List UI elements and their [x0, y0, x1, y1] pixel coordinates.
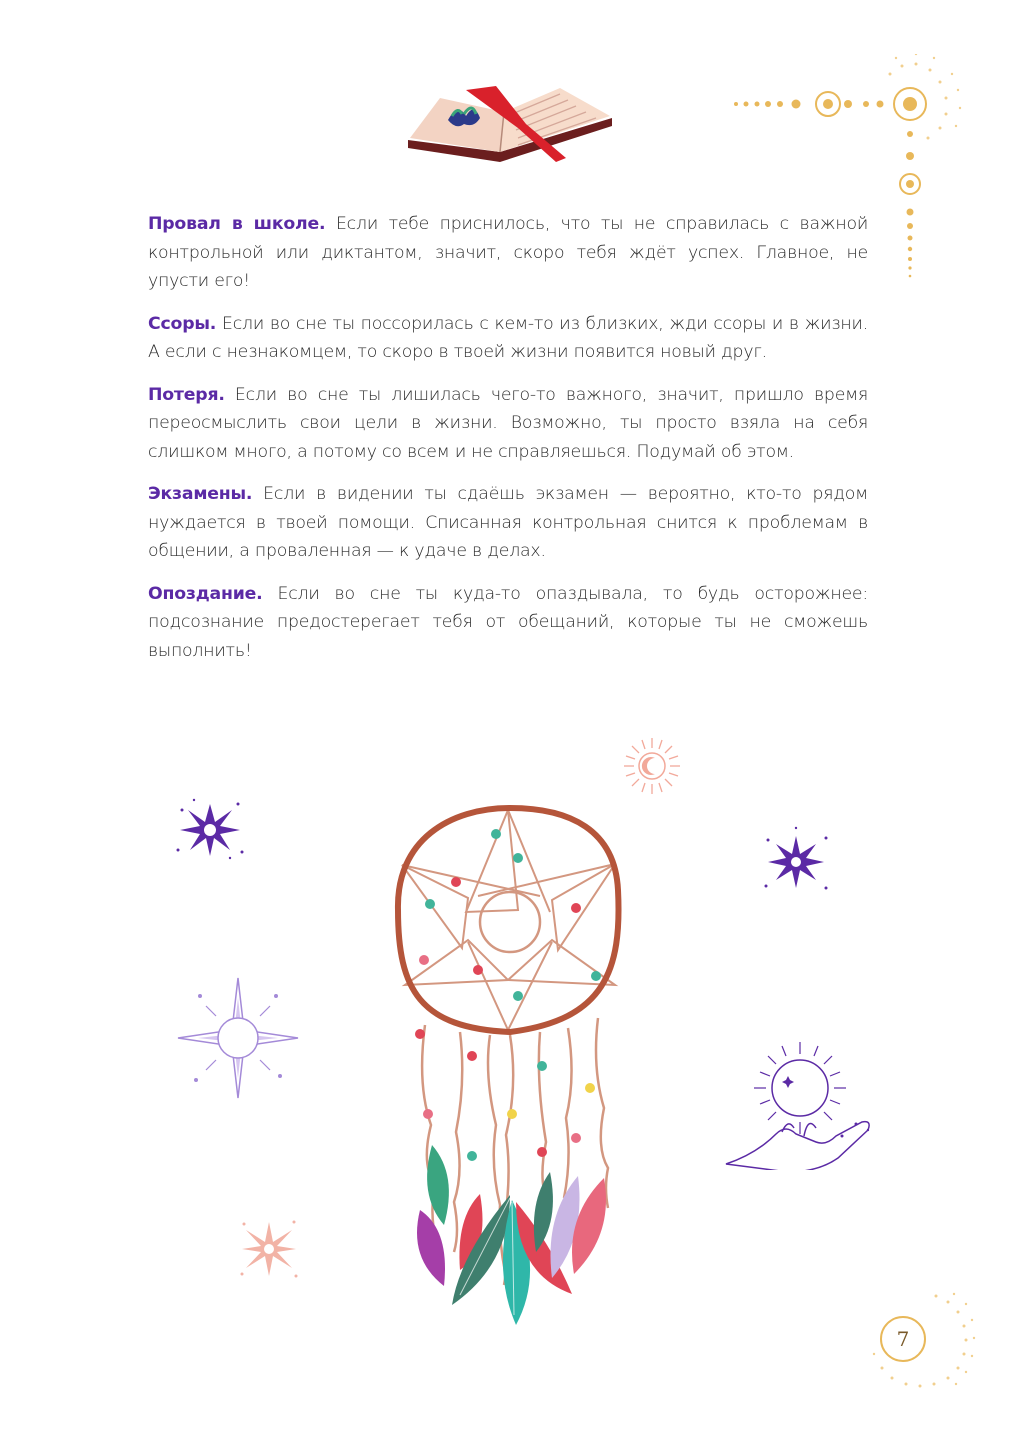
term: Потеря. — [148, 384, 225, 405]
pink-sparkle-icon — [236, 1216, 302, 1282]
purple-star-icon — [760, 826, 832, 896]
open-book-icon — [400, 82, 620, 172]
paragraph-text: Если в видении ты сдаёшь экзамен — вероятно, кто-то рядом нуждается в твоей помощи. Списанная контрольная снится к проблемам в общении, а проваленная — к удаче в делах. — [148, 484, 868, 561]
paragraph-text: Если во сне ты лишилась чего-то важного, значит, пришло время переосмыслить свои цели в жизни. Возможно, ты просто взяла на себя слишком много, а потому со всем и не справляешься. Подумай об этом. — [148, 384, 868, 462]
paragraph-lateness — [148, 580, 868, 666]
paragraph-loss — [148, 381, 868, 467]
hand-with-moon-icon — [722, 1036, 878, 1170]
dreamcatcher-icon — [390, 800, 630, 1325]
paragraph-text: Если во сне ты куда-то опаздывала, то будь осторожнее: подсознание предостерегает тебя от обещаний, которые ты не сможешь выполнить! — [148, 583, 868, 661]
paragraph-school-failure — [148, 210, 868, 296]
page-number: 7 — [880, 1316, 926, 1362]
paragraph-exams — [148, 480, 868, 566]
term: Ссоры. — [148, 313, 217, 334]
term: Экзамены. — [148, 484, 253, 504]
pink-sun-moon-icon — [622, 736, 682, 796]
term: Провал в школе. — [148, 214, 326, 234]
text-block — [148, 210, 868, 679]
crescent-moon-icon — [176, 976, 300, 1100]
purple-star-icon — [172, 796, 248, 862]
paragraph-text: Если тебе приснилось, что ты не справилась с важной контрольной или диктантом, значит, скоро тебя ждёт успех. Главное, не упусти его! — [148, 214, 868, 291]
paragraph-quarrels — [148, 310, 868, 367]
paragraph-text: Если во сне ты поссорилась с кем-то из близких, жди ссоры и в жизни. А если с незнакомцем, то скоро в твоей жизни появится новый друг. — [148, 313, 868, 362]
term: Опоздание. — [148, 583, 263, 604]
